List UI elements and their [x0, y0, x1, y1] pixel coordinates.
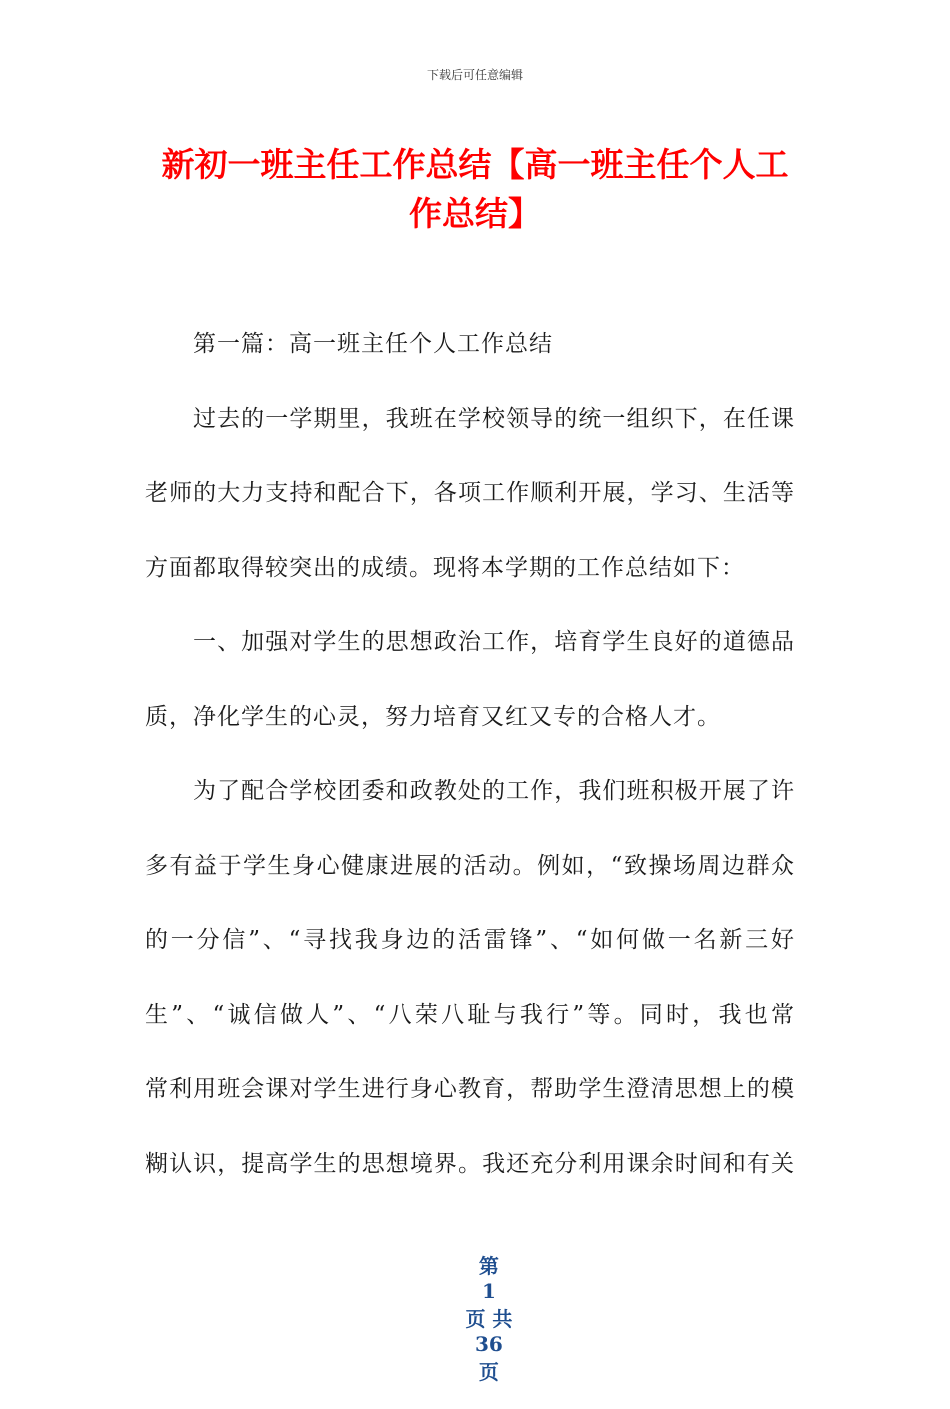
footer-page-suffix: 页 [478, 1360, 499, 1384]
paragraph-line: 糊认识，提高学生的思想境界。我还充分利用课余时间和有关 [145, 1150, 795, 1177]
document-body [145, 318, 795, 1212]
paragraph-line: 过去的一学期里，我班在学校领导的统一组织下，在任课 [193, 405, 795, 432]
paragraph-line: 多有益于学生身心健康进展的活动。例如，“致操场周边群众 [145, 852, 795, 879]
document-title [140, 140, 810, 238]
header-note: 下载后可任意编辑 [426, 68, 523, 82]
paragraph-line: 一、加强对学生的思想政治工作，培育学生良好的道德品 [193, 629, 795, 655]
paragraph-line: 老师的大力支持和配合下，各项工作顺利开展，学习、生活等 [145, 480, 795, 506]
page-footer [0, 1226, 950, 1409]
section-heading: 第一篇：高一班主任个人工作总结 [193, 331, 553, 357]
paragraph-line: 方面都取得较突出的成绩。现将本学期的工作总结如下： [145, 554, 745, 581]
footer-page-total: 36 [475, 1332, 503, 1356]
footer-page-mid: 页 共 [465, 1307, 513, 1331]
footer-page-current: 1 [481, 1279, 496, 1303]
title-line-2: 作总结】 [409, 194, 541, 233]
title-line-1: 新初一班主任工作总结【高一班主任个人工 [161, 145, 789, 184]
paragraph-line: 质，净化学生的心灵，努力培育又红又专的合格人才。 [145, 703, 721, 730]
paragraph-line: 常利用班会课对学生进行身心教育，帮助学生澄清思想上的模 [145, 1076, 795, 1102]
paragraph-line: 的一分信”、“寻找我身边的活雷锋”、“如何做一名新三好 [145, 927, 795, 953]
footer-page-prefix: 第 [478, 1254, 499, 1278]
paragraph-line: 生”、“诚信做人”、“八荣八耻与我行”等。同时，我也常 [145, 1001, 795, 1028]
paragraph-line: 为了配合学校团委和政教处的工作，我们班积极开展了许 [193, 778, 795, 804]
